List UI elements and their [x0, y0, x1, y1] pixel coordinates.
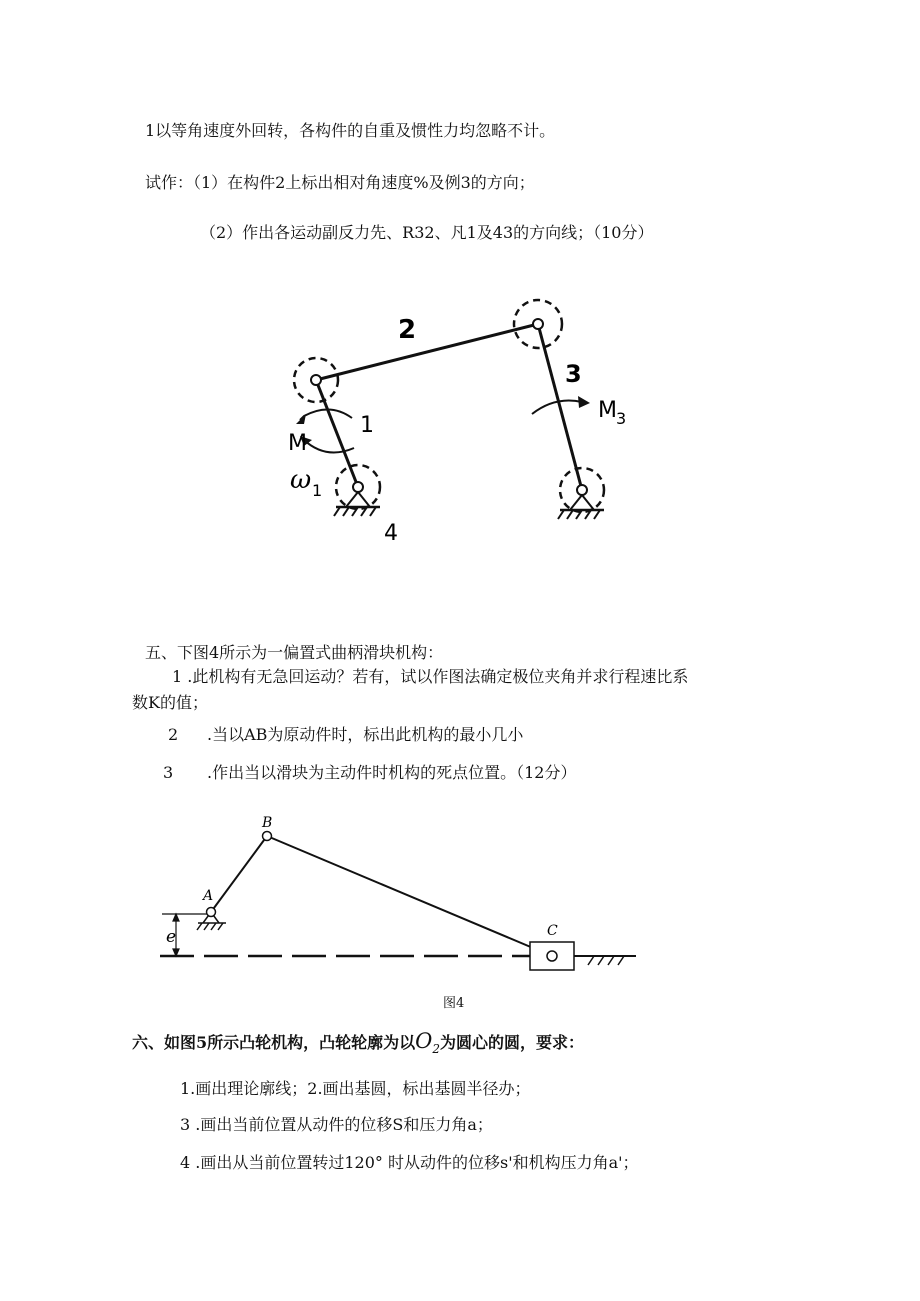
section6-item1: 1.画出理论廓线；2.画出基圆，标出基圆半径办；: [180, 1079, 531, 1098]
joint-c: [547, 951, 557, 961]
section6-heading-pre: 六、如图5所示凸轮机构，凸轮轮廓为以: [132, 1033, 416, 1052]
slider-crank-figure: [0, 800, 920, 1020]
joint-b: [533, 319, 543, 329]
moment-arrowhead-m3: [578, 396, 590, 408]
label-c: C: [547, 923, 558, 939]
section5-item2-number: 2: [168, 725, 179, 744]
section6-heading-o: O: [415, 1029, 433, 1053]
label-b: B: [262, 815, 273, 831]
label-link-2: 2: [398, 315, 417, 345]
section4-line2: 试作：（1）在构件2上标出相对角速度%及例3的方向；: [145, 173, 535, 192]
label-e: e: [166, 927, 177, 947]
label-moment-m: M: [288, 431, 307, 456]
section6-heading: [132, 1030, 584, 1060]
section6-item3: 3 .画出当前位置从动件的位移S和压力角a；: [180, 1115, 493, 1134]
label-link-3: 3: [565, 360, 582, 388]
section5-item2: .当以AB为原动件时，标出此机构的最小几小: [207, 725, 524, 744]
slider-guide-hatching: [588, 956, 624, 965]
coupler-bc: [267, 836, 552, 956]
label-ground-4: 4: [384, 521, 398, 546]
joint-a: [311, 375, 321, 385]
link-2: [316, 324, 538, 380]
joint-ground-right: [577, 485, 587, 495]
section5-heading: 五、下图4所示为一偏置式曲柄滑块机构：: [145, 643, 444, 662]
joint-b: [263, 832, 272, 841]
link-1: [316, 380, 358, 487]
section5-item3: .作出当以滑块为主动件时机构的死点位置。（12分）: [207, 763, 577, 782]
section5-item1b: 数K的值；: [132, 693, 208, 712]
section5-item3-number: 3: [163, 763, 174, 782]
label-omega: ω: [290, 465, 312, 495]
label-moment-m3-subscript: 3: [616, 409, 627, 428]
four-bar-mechanism-figure: [0, 0, 920, 560]
joint-ground-left: [353, 482, 363, 492]
label-omega-subscript: 1: [312, 481, 323, 500]
label-link-1: 1: [360, 413, 374, 438]
section6-heading-post: 为圆心的圆，要求：: [440, 1033, 585, 1052]
crank-ab: [211, 836, 267, 912]
moment-arc-m3: [532, 401, 582, 415]
section6-item4: 4 .画出从当前位置转过120° 时从动件的位移s'和机构压力角a'；: [180, 1153, 639, 1172]
section4-line3: （2）作出各运动副反力先、R32、凡1及43的方向线；（10分）: [200, 223, 654, 242]
label-a: A: [203, 888, 214, 904]
figure4-caption: 图4: [443, 996, 465, 1011]
label-moment-m3: M: [598, 398, 617, 423]
moment-arc-m: [300, 409, 352, 420]
omega-arc: [304, 440, 354, 453]
joint-a: [207, 908, 216, 917]
moment-arrowhead-m: [296, 414, 306, 424]
section4-line1: 1以等角速度外回转，各构件的自重及惯性力均忽略不计。: [145, 121, 556, 140]
section6-heading-sub: 2: [432, 1042, 440, 1056]
section5-item1a: 1 .此机构有无急回运动？若有，试以作图法确定极位夹角并求行程速比系: [172, 667, 689, 686]
